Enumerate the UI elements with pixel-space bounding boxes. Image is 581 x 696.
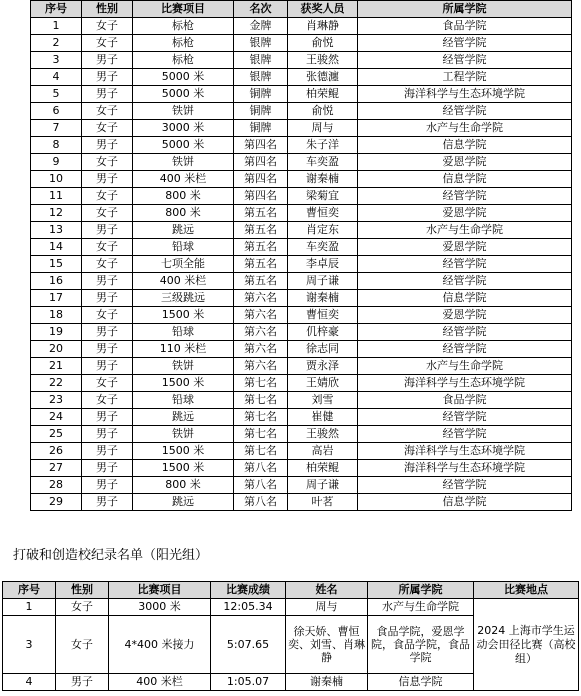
cell-event: 5000 米 xyxy=(133,137,234,154)
cell-college: 经管学院 xyxy=(358,273,572,290)
cell-gender: 男子 xyxy=(82,460,133,477)
table-row xyxy=(31,205,572,222)
cell-college: 经管学院 xyxy=(358,35,572,52)
cell-gender: 女子 xyxy=(82,239,133,256)
cell-winner: 车奕盈 xyxy=(288,154,358,171)
cell-event: 3000 米 xyxy=(133,120,234,137)
cell-rank: 银牌 xyxy=(234,52,288,69)
table-row xyxy=(31,69,572,86)
cell-winner: 梁菊宜 xyxy=(288,188,358,205)
cell-no: 9 xyxy=(31,154,82,171)
cell-event: 400 米栏 xyxy=(133,273,234,290)
cell-event: 铅球 xyxy=(133,324,234,341)
cell-gender: 女子 xyxy=(82,154,133,171)
cell-event: 1500 米 xyxy=(133,307,234,324)
table-row xyxy=(31,494,572,511)
cell-rank: 第五名 xyxy=(234,239,288,256)
cell-college: 经管学院 xyxy=(358,324,572,341)
cell-gender: 女子 xyxy=(82,35,133,52)
cell-rank: 第四名 xyxy=(234,137,288,154)
table-row xyxy=(31,358,572,375)
cell-gender: 男子 xyxy=(56,674,109,691)
cell-winner: 朱子洋 xyxy=(288,137,358,154)
cell-no: 19 xyxy=(31,324,82,341)
awards-body xyxy=(31,18,572,511)
cell-college: 信息学院 xyxy=(358,137,572,154)
cell-gender: 男子 xyxy=(82,443,133,460)
cell-winner: 俞悦 xyxy=(288,103,358,120)
cell-winner: 李卓辰 xyxy=(288,256,358,273)
cell-winner: 周子谦 xyxy=(288,477,358,494)
header-gender: 性别 xyxy=(56,582,109,599)
cell-winner: 高岩 xyxy=(288,443,358,460)
table-row xyxy=(31,290,572,307)
cell-rank: 第四名 xyxy=(234,171,288,188)
table-row xyxy=(31,86,572,103)
header-event: 比赛项目 xyxy=(109,582,211,599)
cell-event: 铁饼 xyxy=(133,426,234,443)
cell-event: 标枪 xyxy=(133,18,234,35)
records-header-row xyxy=(3,582,579,599)
cell-gender: 男子 xyxy=(82,409,133,426)
cell-winner: 车奕盈 xyxy=(288,239,358,256)
cell-gender: 女子 xyxy=(82,375,133,392)
cell-rank: 第七名 xyxy=(234,443,288,460)
cell-college: 经管学院 xyxy=(358,188,572,205)
cell-no: 4 xyxy=(31,69,82,86)
cell-rank: 第四名 xyxy=(234,154,288,171)
cell-winner: 曹恒奕 xyxy=(288,205,358,222)
cell-event: 800 米 xyxy=(133,205,234,222)
cell-no: 7 xyxy=(31,120,82,137)
cell-college: 经管学院 xyxy=(358,341,572,358)
cell-no: 1 xyxy=(31,18,82,35)
cell-gender: 男子 xyxy=(82,494,133,511)
cell-rank: 第七名 xyxy=(234,392,288,409)
cell-winner: 曹恒奕 xyxy=(288,307,358,324)
cell-winner: 徐志同 xyxy=(288,341,358,358)
cell-rank: 铜牌 xyxy=(234,103,288,120)
table-row xyxy=(3,599,579,616)
cell-gender: 男子 xyxy=(82,324,133,341)
cell-event: 3000 米 xyxy=(109,599,211,616)
cell-no: 13 xyxy=(31,222,82,239)
cell-winner: 周与 xyxy=(288,120,358,137)
table-row xyxy=(31,273,572,290)
cell-winner: 崔健 xyxy=(288,409,358,426)
cell-rank: 第五名 xyxy=(234,205,288,222)
cell-gender: 女子 xyxy=(82,188,133,205)
cell-college: 爱恩学院 xyxy=(358,154,572,171)
cell-rank: 第七名 xyxy=(234,409,288,426)
cell-rank: 铜牌 xyxy=(234,120,288,137)
cell-event: 三级跳远 xyxy=(133,290,234,307)
cell-gender: 女子 xyxy=(82,18,133,35)
cell-college: 食品学院，爱恩学院，食品学院，食品学院 xyxy=(368,616,474,674)
cell-no: 1 xyxy=(3,599,56,616)
cell-no: 10 xyxy=(31,171,82,188)
cell-gender: 女子 xyxy=(82,205,133,222)
cell-event: 1500 米 xyxy=(133,375,234,392)
cell-gender: 女子 xyxy=(82,103,133,120)
cell-gender: 女子 xyxy=(56,599,109,616)
cell-gender: 男子 xyxy=(82,341,133,358)
cell-college: 海洋科学与生态环境学院 xyxy=(358,443,572,460)
cell-winner: 叶茗 xyxy=(288,494,358,511)
cell-college: 海洋科学与生态环境学院 xyxy=(358,86,572,103)
cell-no: 2 xyxy=(31,35,82,52)
cell-rank: 第六名 xyxy=(234,307,288,324)
cell-no: 17 xyxy=(31,290,82,307)
cell-college: 食品学院 xyxy=(358,18,572,35)
cell-gender: 男子 xyxy=(82,426,133,443)
cell-no: 24 xyxy=(31,409,82,426)
cell-no: 26 xyxy=(31,443,82,460)
cell-event: 1500 米 xyxy=(133,443,234,460)
cell-rank: 第八名 xyxy=(234,477,288,494)
cell-rank: 第六名 xyxy=(234,290,288,307)
cell-no: 29 xyxy=(31,494,82,511)
header-no: 序号 xyxy=(31,1,82,18)
table-row xyxy=(31,443,572,460)
cell-venue: 2024 上海市学生运动会田径比赛（高校组） xyxy=(474,599,579,691)
cell-college: 海洋科学与生态环境学院 xyxy=(358,375,572,392)
cell-result: 5:07.65 xyxy=(211,616,286,674)
cell-gender: 女子 xyxy=(82,256,133,273)
cell-gender: 男子 xyxy=(82,52,133,69)
cell-college: 水产与生命学院 xyxy=(358,358,572,375)
cell-no: 3 xyxy=(31,52,82,69)
cell-no: 15 xyxy=(31,256,82,273)
cell-college: 海洋科学与生态环境学院 xyxy=(358,460,572,477)
cell-event: 七项全能 xyxy=(133,256,234,273)
cell-event: 5000 米 xyxy=(133,69,234,86)
cell-rank: 第五名 xyxy=(234,273,288,290)
header-name: 姓名 xyxy=(286,582,368,599)
table-row xyxy=(31,477,572,494)
table-row xyxy=(31,460,572,477)
cell-winner: 仉梓豪 xyxy=(288,324,358,341)
table-row xyxy=(31,137,572,154)
cell-winner: 王婧欣 xyxy=(288,375,358,392)
cell-no: 28 xyxy=(31,477,82,494)
cell-no: 20 xyxy=(31,341,82,358)
cell-no: 6 xyxy=(31,103,82,120)
cell-college: 爱恩学院 xyxy=(358,307,572,324)
table-row xyxy=(31,171,572,188)
cell-gender: 男子 xyxy=(82,477,133,494)
cell-winner: 肖定东 xyxy=(288,222,358,239)
cell-winner: 王骏然 xyxy=(288,52,358,69)
cell-event: 5000 米 xyxy=(133,86,234,103)
awards-header-row xyxy=(31,1,572,18)
cell-college: 经管学院 xyxy=(358,477,572,494)
cell-gender: 男子 xyxy=(82,358,133,375)
cell-winner: 王骏然 xyxy=(288,426,358,443)
cell-event: 110 米栏 xyxy=(133,341,234,358)
cell-college: 信息学院 xyxy=(368,674,474,691)
header-winner: 获奖人员 xyxy=(288,1,358,18)
cell-event: 4*400 米接力 xyxy=(109,616,211,674)
cell-college: 水产与生命学院 xyxy=(368,599,474,616)
cell-event: 跳远 xyxy=(133,409,234,426)
table-row xyxy=(31,307,572,324)
table-row xyxy=(31,392,572,409)
cell-winner: 刘雪 xyxy=(288,392,358,409)
header-college: 所属学院 xyxy=(368,582,474,599)
table-row xyxy=(31,324,572,341)
cell-winner: 肖琳静 xyxy=(288,18,358,35)
cell-gender: 男子 xyxy=(82,137,133,154)
cell-college: 经管学院 xyxy=(358,103,572,120)
table-row xyxy=(31,256,572,273)
table-row xyxy=(31,222,572,239)
table-row xyxy=(31,52,572,69)
table-row xyxy=(31,18,572,35)
cell-rank: 第七名 xyxy=(234,375,288,392)
cell-event: 800 米 xyxy=(133,477,234,494)
records-table xyxy=(2,581,579,691)
awards-table xyxy=(30,0,572,511)
cell-event: 400 米栏 xyxy=(109,674,211,691)
cell-college: 信息学院 xyxy=(358,494,572,511)
cell-gender: 女子 xyxy=(56,616,109,674)
cell-college: 经管学院 xyxy=(358,256,572,273)
cell-no: 22 xyxy=(31,375,82,392)
cell-college: 水产与生命学院 xyxy=(358,222,572,239)
cell-name: 徐天娇、曹恒奕、刘雪、肖琳静 xyxy=(286,616,368,674)
table-row xyxy=(31,409,572,426)
cell-gender: 男子 xyxy=(82,290,133,307)
table-row xyxy=(31,103,572,120)
header-college: 所属学院 xyxy=(358,1,572,18)
cell-gender: 女子 xyxy=(82,307,133,324)
cell-college: 工程学院 xyxy=(358,69,572,86)
cell-college: 水产与生命学院 xyxy=(358,120,572,137)
table-row xyxy=(31,188,572,205)
cell-rank: 第五名 xyxy=(234,222,288,239)
cell-no: 25 xyxy=(31,426,82,443)
cell-rank: 银牌 xyxy=(234,69,288,86)
cell-event: 标枪 xyxy=(133,52,234,69)
cell-no: 27 xyxy=(31,460,82,477)
table-row xyxy=(31,375,572,392)
table-row xyxy=(31,341,572,358)
cell-winner: 柏荣鲲 xyxy=(288,460,358,477)
cell-gender: 女子 xyxy=(82,120,133,137)
cell-event: 跳远 xyxy=(133,494,234,511)
cell-winner: 周子谦 xyxy=(288,273,358,290)
cell-winner: 谢秦楠 xyxy=(288,171,358,188)
cell-winner: 俞悦 xyxy=(288,35,358,52)
cell-result: 12:05.34 xyxy=(211,599,286,616)
cell-college: 信息学院 xyxy=(358,171,572,188)
cell-event: 800 米 xyxy=(133,188,234,205)
cell-college: 食品学院 xyxy=(358,392,572,409)
cell-event: 400 米栏 xyxy=(133,171,234,188)
cell-rank: 银牌 xyxy=(234,35,288,52)
header-venue: 比赛地点 xyxy=(474,582,579,599)
cell-gender: 女子 xyxy=(82,392,133,409)
table-row xyxy=(31,239,572,256)
table-row xyxy=(31,154,572,171)
cell-gender: 男子 xyxy=(82,171,133,188)
cell-rank: 第四名 xyxy=(234,188,288,205)
cell-college: 爱恩学院 xyxy=(358,205,572,222)
cell-rank: 铜牌 xyxy=(234,86,288,103)
cell-rank: 第七名 xyxy=(234,426,288,443)
cell-college: 经管学院 xyxy=(358,409,572,426)
cell-event: 跳远 xyxy=(133,222,234,239)
cell-gender: 男子 xyxy=(82,86,133,103)
table-row xyxy=(31,35,572,52)
header-gender: 性别 xyxy=(82,1,133,18)
cell-college: 经管学院 xyxy=(358,426,572,443)
cell-name: 谢秦楠 xyxy=(286,674,368,691)
cell-rank: 第八名 xyxy=(234,494,288,511)
cell-event: 铅球 xyxy=(133,239,234,256)
cell-event: 标枪 xyxy=(133,35,234,52)
cell-no: 4 xyxy=(3,674,56,691)
cell-college: 爱恩学院 xyxy=(358,239,572,256)
cell-no: 23 xyxy=(31,392,82,409)
records-section-title: 打破和创造校纪录名单（阳光组） xyxy=(13,548,209,563)
header-no: 序号 xyxy=(3,582,56,599)
cell-gender: 男子 xyxy=(82,69,133,86)
table-row xyxy=(31,426,572,443)
cell-rank: 第六名 xyxy=(234,324,288,341)
cell-gender: 男子 xyxy=(82,273,133,290)
header-event: 比赛项目 xyxy=(133,1,234,18)
cell-gender: 男子 xyxy=(82,222,133,239)
cell-no: 16 xyxy=(31,273,82,290)
cell-rank: 金牌 xyxy=(234,18,288,35)
cell-result: 1:05.07 xyxy=(211,674,286,691)
cell-winner: 谢秦楠 xyxy=(288,290,358,307)
cell-college: 信息学院 xyxy=(358,290,572,307)
header-rank: 名次 xyxy=(234,1,288,18)
cell-no: 12 xyxy=(31,205,82,222)
cell-winner: 张德瀍 xyxy=(288,69,358,86)
cell-name: 周与 xyxy=(286,599,368,616)
cell-no: 5 xyxy=(31,86,82,103)
cell-no: 11 xyxy=(31,188,82,205)
cell-event: 铅球 xyxy=(133,392,234,409)
table-row xyxy=(31,120,572,137)
cell-rank: 第五名 xyxy=(234,256,288,273)
cell-no: 21 xyxy=(31,358,82,375)
cell-rank: 第六名 xyxy=(234,341,288,358)
cell-rank: 第八名 xyxy=(234,460,288,477)
header-result: 比赛成绩 xyxy=(211,582,286,599)
cell-event: 1500 米 xyxy=(133,460,234,477)
cell-no: 8 xyxy=(31,137,82,154)
cell-event: 铁饼 xyxy=(133,154,234,171)
cell-event: 铁饼 xyxy=(133,358,234,375)
cell-winner: 贾永泽 xyxy=(288,358,358,375)
cell-winner: 柏荣鲲 xyxy=(288,86,358,103)
cell-no: 14 xyxy=(31,239,82,256)
cell-no: 3 xyxy=(3,616,56,674)
cell-no: 18 xyxy=(31,307,82,324)
cell-event: 铁饼 xyxy=(133,103,234,120)
cell-rank: 第六名 xyxy=(234,358,288,375)
cell-college: 经管学院 xyxy=(358,52,572,69)
